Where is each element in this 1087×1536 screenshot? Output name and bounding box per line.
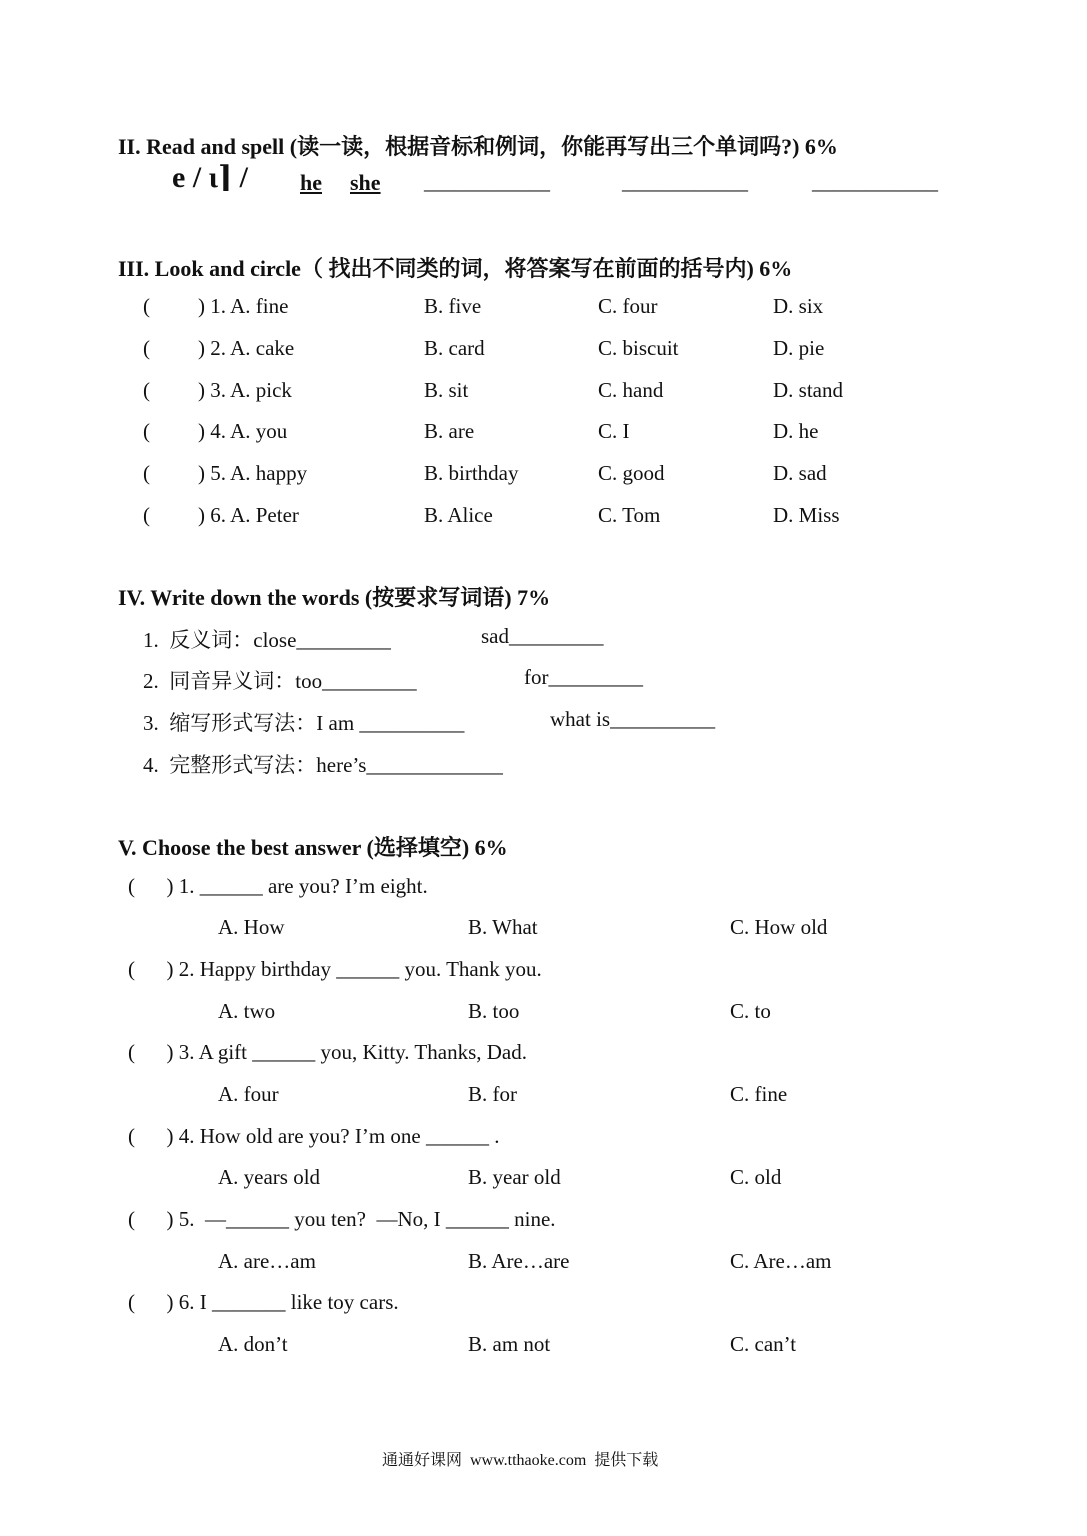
question-text[interactable]: ( ) 5. —______ you ten? —No, I ______ nine. <box>128 1207 556 1231</box>
write-item-right[interactable]: sad_________ <box>481 624 604 648</box>
item-option-c: C. good <box>598 461 665 485</box>
question-text[interactable]: ( ) 4. How old are you? I’m one ______ . <box>128 1124 500 1148</box>
choice-c: C. old <box>730 1165 782 1189</box>
item-option-d: D. he <box>773 419 819 443</box>
item-option-b: B. are <box>424 419 475 443</box>
choice-c: C. to <box>730 999 771 1023</box>
item-bracket[interactable]: ( <box>143 378 150 402</box>
example-word-she: she <box>350 170 381 195</box>
item-option-c: C. four <box>598 294 658 318</box>
item-option-a: ) 4. A. you <box>198 419 288 443</box>
item-option-a: ) 1. A. fine <box>198 294 289 318</box>
choice-c: C. can’t <box>730 1332 797 1356</box>
item-option-a: ) 5. A. happy <box>198 461 308 485</box>
item-option-c: C. hand <box>598 378 664 402</box>
choice-b: B. too <box>468 999 520 1023</box>
item-option-d: D. stand <box>773 378 843 402</box>
item-option-a: ) 3. A. pick <box>198 378 292 402</box>
write-item-left[interactable]: 2. 同音异义词：too_________ <box>143 669 417 693</box>
item-option-c: C. I <box>598 419 630 443</box>
answer-blank-2[interactable]: ____________ <box>622 170 748 194</box>
choice-c: C. How old <box>730 915 828 939</box>
choice-a: A. don’t <box>218 1332 288 1356</box>
item-bracket[interactable]: ( <box>143 294 150 318</box>
write-item-right[interactable]: what is__________ <box>550 707 716 731</box>
choice-b: B. for <box>468 1082 517 1106</box>
item-bracket[interactable]: ( <box>143 336 150 360</box>
write-item-right[interactable]: for_________ <box>524 665 643 689</box>
choice-a: A. two <box>218 999 276 1023</box>
question-text[interactable]: ( ) 3. A gift ______ you, Kitty. Thanks, Dad. <box>128 1040 527 1064</box>
question-text[interactable]: ( ) 1. ______ are you? I’m eight. <box>128 874 428 898</box>
phonetic-symbol: e / ι⌉ / <box>172 161 248 194</box>
item-option-a: ) 6. A. Peter <box>198 503 299 527</box>
item-option-d: D. Miss <box>773 503 840 527</box>
choice-a: A. four <box>218 1082 279 1106</box>
item-option-b: B. birthday <box>424 461 519 485</box>
item-bracket[interactable]: ( <box>143 461 150 485</box>
choice-a: A. How <box>218 915 285 939</box>
item-option-c: C. biscuit <box>598 336 679 360</box>
question-text[interactable]: ( ) 6. I _______ like toy cars. <box>128 1290 399 1314</box>
choice-a: A. are…am <box>218 1249 316 1273</box>
choice-b: B. am not <box>468 1332 551 1356</box>
section-2-title: II. Read and spell (读一读，根据音标和例词，你能再写出三个单词吗?) 6% <box>118 134 838 159</box>
section-4-title: IV. Write down the words (按要求写词语) 7% <box>118 585 551 610</box>
write-item-left[interactable]: 4. 完整形式写法：here’s_____________ <box>143 753 503 777</box>
choice-b: B. What <box>468 915 538 939</box>
choice-c: C. fine <box>730 1082 788 1106</box>
write-item-left[interactable]: 3. 缩写形式写法：I am __________ <box>143 711 465 735</box>
item-option-b: B. card <box>424 336 485 360</box>
write-item-left[interactable]: 1. 反义词：close_________ <box>143 628 391 652</box>
choice-b: B. Are…are <box>468 1249 570 1273</box>
answer-blank-3[interactable]: ____________ <box>812 170 938 194</box>
item-option-b: B. Alice <box>424 503 493 527</box>
choice-c: C. Are…am <box>730 1249 832 1273</box>
example-word-he: he <box>300 170 322 195</box>
item-option-d: D. sad <box>773 461 827 485</box>
footer-text: 通通好课网 www.tthaoke.com 提供下载 <box>382 1452 659 1469</box>
question-text[interactable]: ( ) 2. Happy birthday ______ you. Thank you. <box>128 957 542 981</box>
section-5-title: V. Choose the best answer (选择填空) 6% <box>118 835 508 860</box>
section-3-title: III. Look and circle（ 找出不同类的词，将答案写在前面的括号内) 6% <box>118 256 793 281</box>
item-option-c: C. Tom <box>598 503 661 527</box>
choice-a: A. years old <box>218 1165 321 1189</box>
item-option-b: B. five <box>424 294 482 318</box>
answer-blank-1[interactable]: ____________ <box>424 170 550 194</box>
item-option-b: B. sit <box>424 378 469 402</box>
choice-b: B. year old <box>468 1165 561 1189</box>
item-option-d: D. six <box>773 294 824 318</box>
item-bracket[interactable]: ( <box>143 419 150 443</box>
item-option-d: D. pie <box>773 336 825 360</box>
item-option-a: ) 2. A. cake <box>198 336 295 360</box>
item-bracket[interactable]: ( <box>143 503 150 527</box>
